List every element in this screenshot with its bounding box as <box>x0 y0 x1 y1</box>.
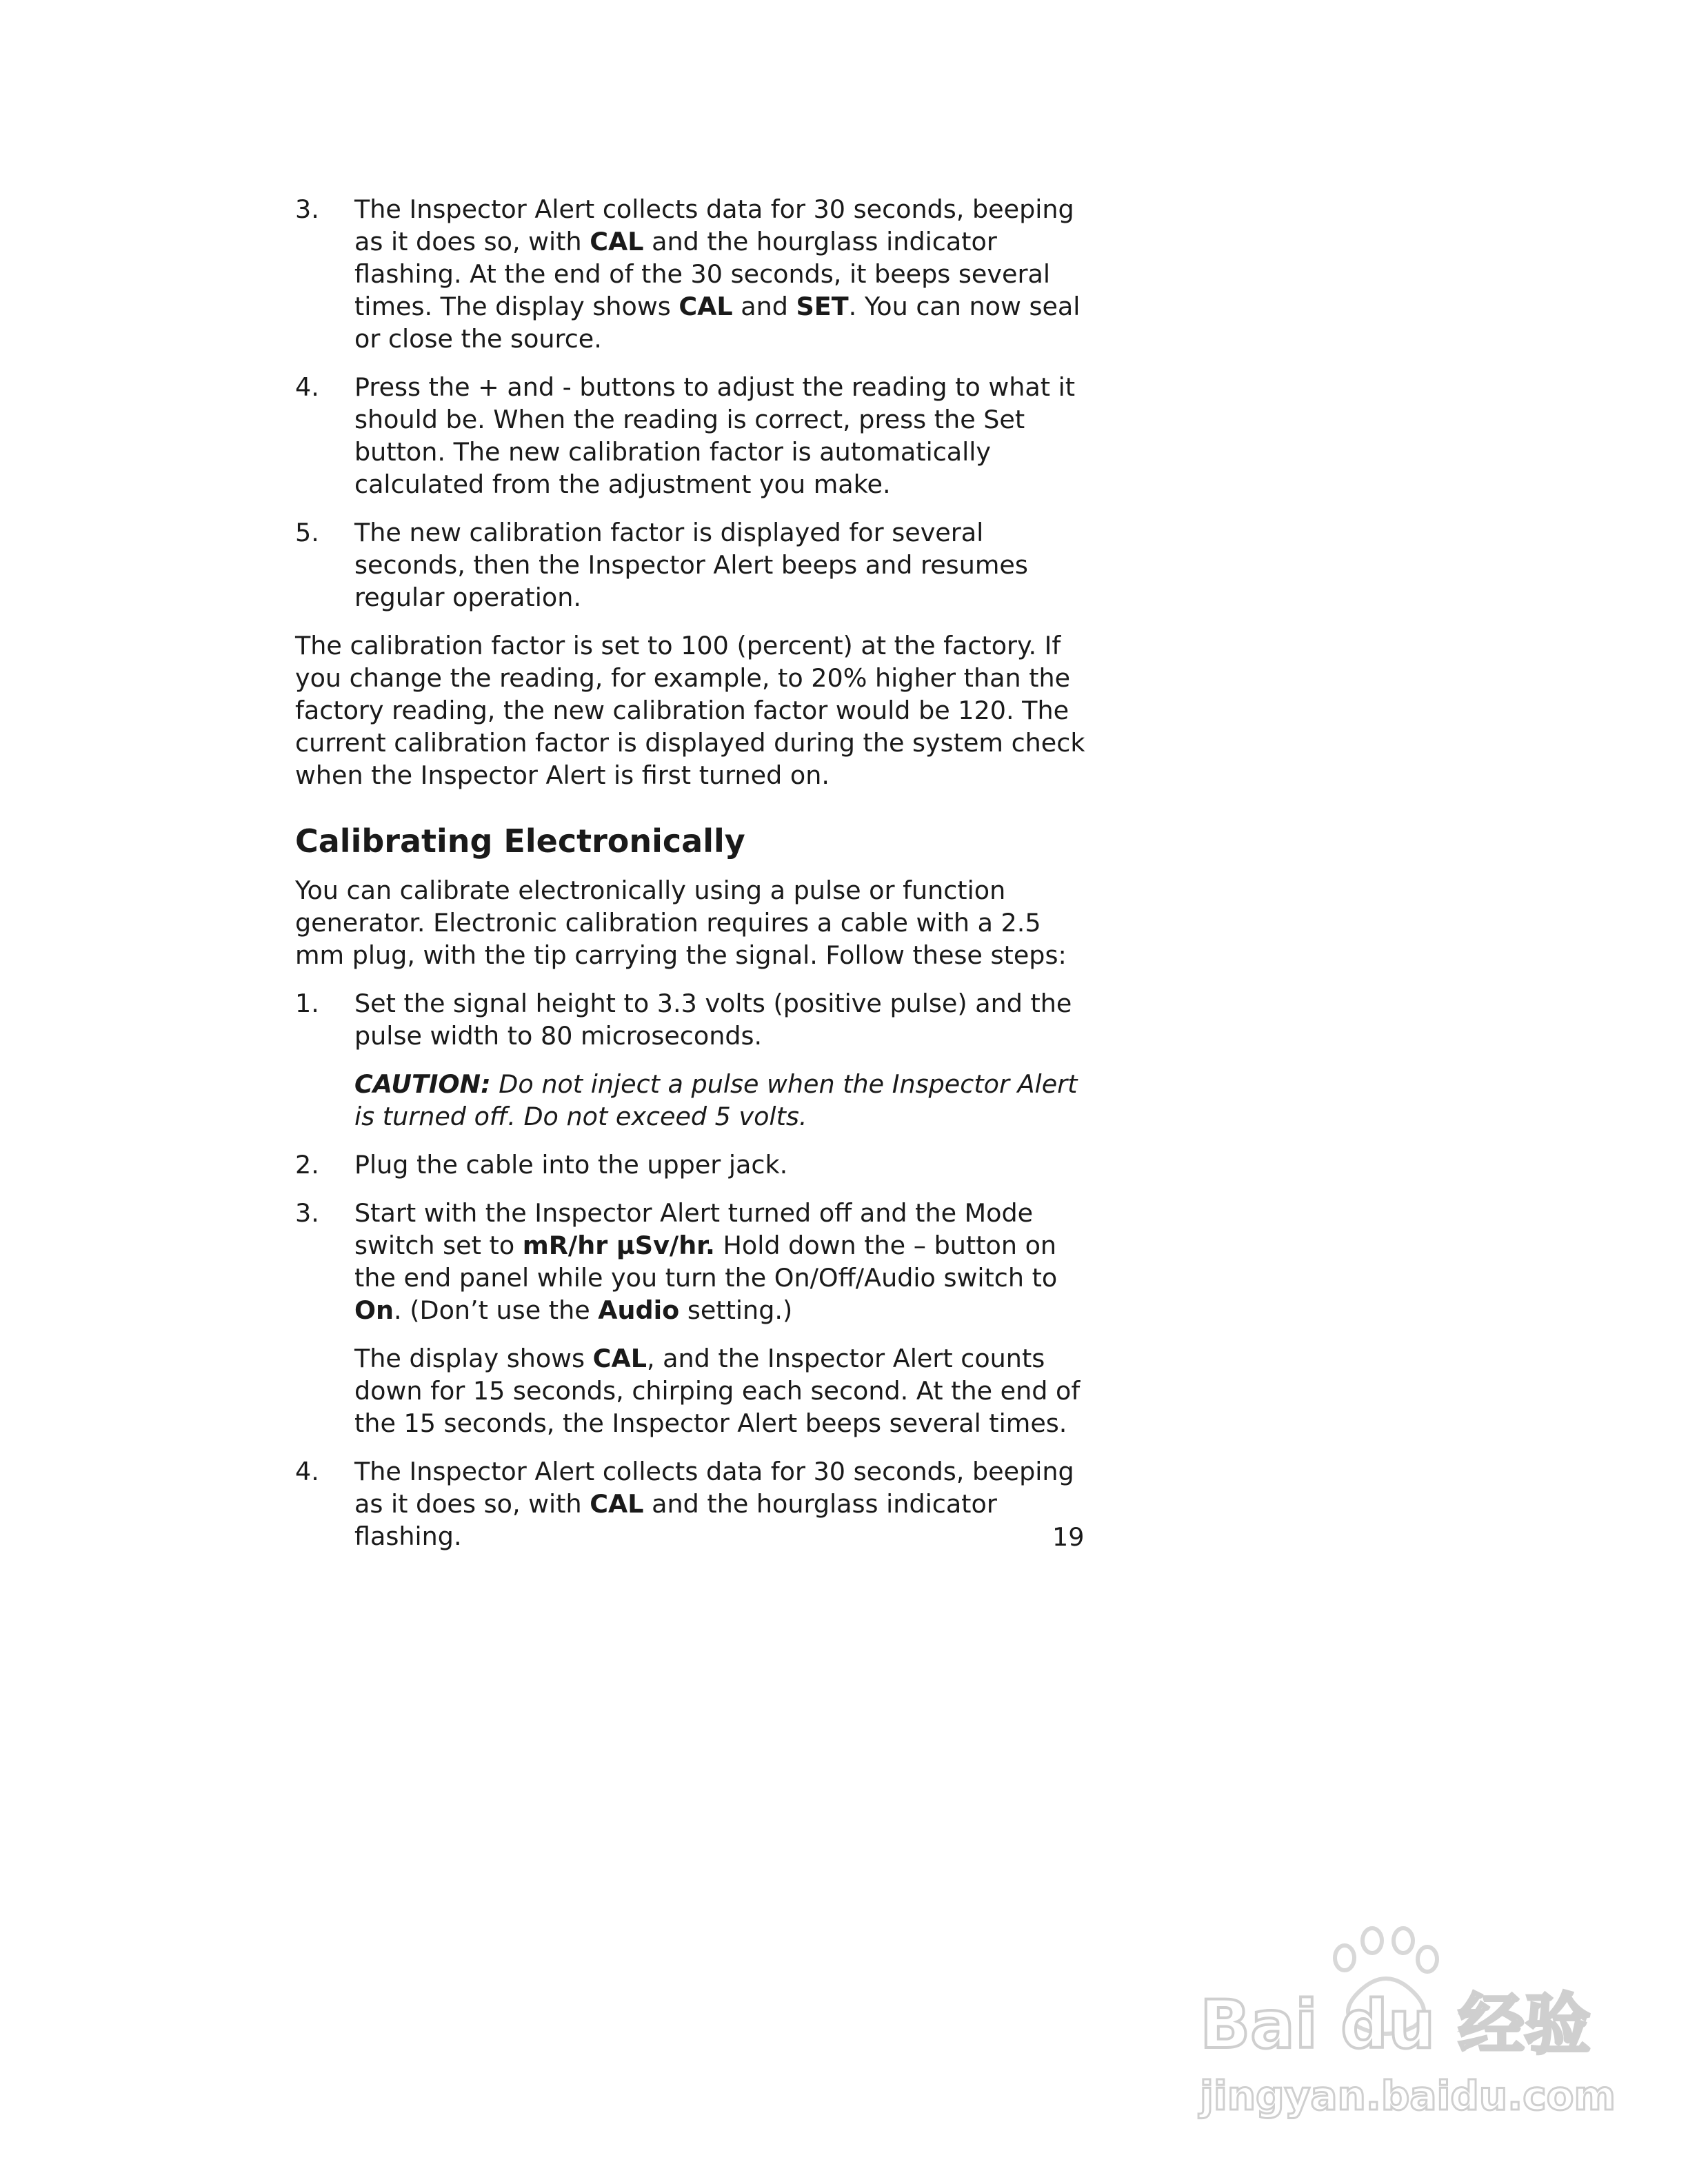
section-heading: Calibrating Electronically <box>295 822 745 860</box>
text-run: The new calibration factor is displayed for several seconds, then the Inspector Alert beeps and resumes regular operation. <box>354 518 1028 612</box>
list-number: 3. <box>295 194 319 224</box>
bold-term: CAL <box>679 292 733 321</box>
list-item <box>295 1197 1088 1439</box>
text-run: and the hourglass indicator flashing. <box>354 1489 997 1551</box>
calibration-factor-paragraph: The calibration factor is set to 100 (percent) at the factory. If you change the reading, for example, to 20% higher than the factory reading, the new calibration factor would be 120. The current calibration factor is displayed during the system check when the Inspector Alert is first turned on. <box>295 631 1085 790</box>
list-item <box>295 987 1088 1133</box>
bold-term: CAL <box>590 227 644 256</box>
text-run: The Inspector Alert collects data for 30 seconds, beeping as it does so, with <box>354 1457 1074 1519</box>
caution-text: Do not inject a pulse when the Inspector Alert is turned off. Do not exceed 5 volts. <box>354 1069 1078 1131</box>
watermark-brand: Bai du 经验 <box>1200 1986 1591 2063</box>
text-run: . (Don’t use the <box>394 1295 599 1325</box>
list-text: Set the signal height to 3.3 volts (positive pulse) and the pulse width to 80 microseconds. <box>354 989 1072 1051</box>
text-run: , and the Inspector Alert counts down for 15 seconds, chirping each second. At the end of the 15 seconds, the Inspector Alert beeps several times. <box>354 1344 1081 1438</box>
list-number: 1. <box>295 989 319 1018</box>
list-item <box>295 1455 1088 1553</box>
text-run: and the hourglass indicator flashing. At the end of the 30 seconds, it beeps several times. The display shows <box>354 227 1050 321</box>
text-run: . You can now seal or close the source. <box>354 292 1081 354</box>
bold-term: Audio <box>598 1295 680 1325</box>
list-text <box>354 371 1088 501</box>
text-run: Start with the Inspector Alert turned off and the Mode switch set to <box>354 1198 1034 1260</box>
watermark-url: jingyan.baidu.com <box>1200 2072 1616 2119</box>
bold-term: mR/hr µSv/hr. <box>522 1231 715 1260</box>
bold-term: CAL <box>592 1344 647 1373</box>
list-number: 5. <box>295 518 319 547</box>
text-run: The display shows <box>354 1344 593 1373</box>
caution-note <box>354 1068 1088 1133</box>
document-page <box>295 193 1088 1568</box>
list-subparagraph <box>354 1342 1088 1439</box>
bold-term: CAL <box>590 1489 644 1519</box>
intro-paragraph: You can calibrate electronically using a pulse or function generator. Electronic calibration requires a cable with a 2.5 mm plug, with the tip carrying the signal. Follow these steps: <box>295 876 1067 970</box>
caution-label: CAUTION: <box>354 1069 491 1099</box>
list-text: Plug the cable into the upper jack. <box>354 1150 788 1180</box>
list-text <box>354 516 1088 614</box>
list-text <box>354 1455 1088 1553</box>
list-item <box>295 1149 1088 1181</box>
list-text <box>354 1197 1088 1326</box>
list-item <box>295 516 1088 614</box>
text-run: setting.) <box>679 1295 793 1325</box>
page-number: 19 <box>1052 1522 1085 1552</box>
text-run: and <box>732 292 796 321</box>
list-item <box>295 371 1088 501</box>
text-run: The Inspector Alert collects data for 30 seconds, beeping as it does so, with <box>354 194 1074 256</box>
list-number: 2. <box>295 1150 319 1180</box>
baidu-watermark-logo <box>1186 1910 1616 2130</box>
text-run: Press the + and - buttons to adjust the reading to what it should be. When the reading is correct, press the Set button. The new calibration factor is automatically calculated from the adjustment you make. <box>354 372 1076 499</box>
list-number: 4. <box>295 1457 319 1486</box>
list-number: 4. <box>295 372 319 402</box>
bold-term: SET <box>796 292 849 321</box>
text-run: Hold down the – button on the end panel while you turn the On/Off/Audio switch to <box>354 1231 1058 1293</box>
list-item <box>295 193 1088 355</box>
list-number: 3. <box>295 1198 319 1228</box>
list-text <box>354 193 1088 355</box>
bold-term: On <box>354 1295 394 1325</box>
